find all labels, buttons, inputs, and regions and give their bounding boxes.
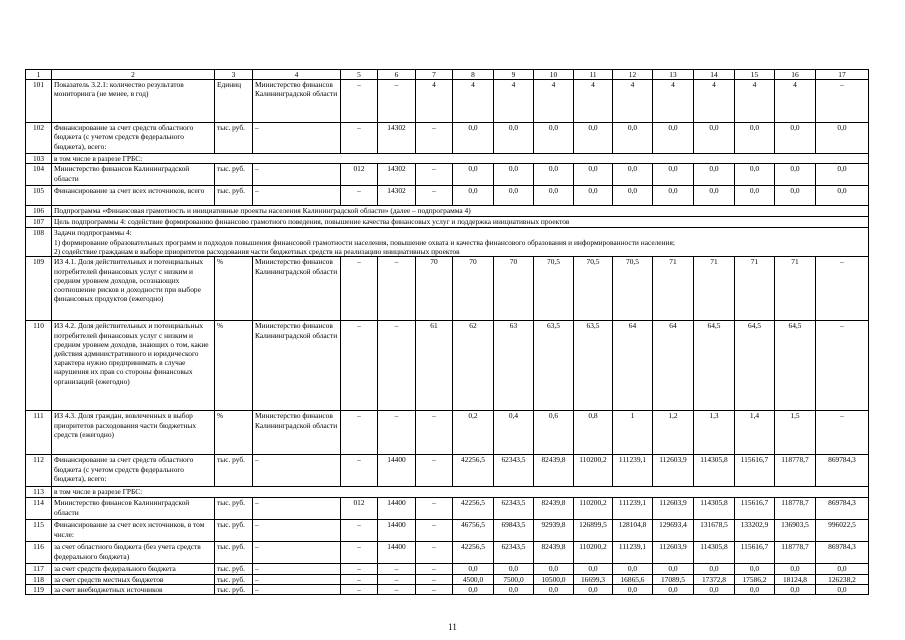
year-value: 869784,3 (816, 455, 869, 487)
grbs-code: – (341, 123, 378, 154)
year-value: 4 (574, 80, 613, 123)
year-value: 0,0 (534, 186, 574, 206)
row-number: 110 (26, 321, 52, 411)
grbs-code: 012 (341, 498, 378, 520)
year-value: 70 (494, 257, 534, 321)
year-value: 70 (453, 257, 494, 321)
year-value: 70,5 (534, 257, 574, 321)
task-line: Задачи подпрограммы 4: (54, 228, 132, 238)
year-value: 114305,8 (694, 542, 735, 564)
year-value: 112603,9 (653, 498, 694, 520)
year-value: 4 (735, 80, 775, 123)
year-value: 42256,5 (453, 498, 494, 520)
unit: тыс. руб. (215, 542, 253, 564)
year-value: – (816, 321, 869, 411)
table-row (26, 574, 869, 584)
year-value: 4 (494, 80, 534, 123)
target-code: 14400 (378, 455, 416, 487)
year-value: 0,0 (574, 584, 613, 594)
year-value: 136903,5 (775, 520, 816, 542)
base-value: 4 (416, 80, 453, 123)
year-value: 133202,9 (735, 520, 775, 542)
year-value: 71 (775, 257, 816, 321)
year-value: 0,0 (494, 186, 534, 206)
year-value: 0,0 (653, 584, 694, 594)
target-code: 14302 (378, 164, 416, 186)
year-value: 0,0 (534, 584, 574, 594)
row-number: 107 (26, 217, 52, 228)
year-value: 0,0 (494, 564, 534, 574)
section-title: в том числе в разрезе ГРБС: (52, 487, 869, 498)
year-value: 126238,2 (816, 574, 869, 584)
section-title: Подпрограмма «Финансовая грамотность и инициативные проекты населения Калининградской области» (далее – подпрограмма 4) (52, 206, 869, 217)
table-row (26, 584, 869, 594)
row-number: 111 (26, 411, 52, 455)
year-value: 0,2 (453, 411, 494, 455)
year-value: 64 (653, 321, 694, 411)
grbs-code: – (341, 542, 378, 564)
table-row (26, 217, 869, 228)
year-value: 70,5 (613, 257, 653, 321)
year-value: 0,0 (816, 584, 869, 594)
table-row (26, 186, 869, 206)
year-value: 0,0 (735, 584, 775, 594)
subprogram-tasks (52, 228, 869, 257)
year-value: 0,0 (453, 584, 494, 594)
row-number: 119 (26, 584, 52, 594)
grbs-code: – (341, 584, 378, 594)
year-value: 71 (735, 257, 775, 321)
target-code: – (378, 574, 416, 584)
year-value: 0,0 (494, 123, 534, 154)
year-value: 0,0 (653, 186, 694, 206)
base-value: 61 (416, 321, 453, 411)
year-value: 115616,7 (735, 542, 775, 564)
year-value: 118778,7 (775, 455, 816, 487)
column-number: 1 (26, 70, 52, 80)
target-code: – (378, 584, 416, 594)
responsible-body: Министерство финансов Калининградской области (253, 411, 341, 455)
year-value: 0,0 (453, 123, 494, 154)
year-value: 0,0 (653, 564, 694, 574)
table-row (26, 257, 869, 321)
table-row (26, 228, 869, 257)
indicator-name: Министерство финансов Калининградской области (52, 498, 215, 520)
year-value: 0,0 (574, 164, 613, 186)
year-value: 1,2 (653, 411, 694, 455)
year-value: 0,0 (816, 186, 869, 206)
year-value: – (816, 80, 869, 123)
table-row (26, 487, 869, 498)
year-value: 18124,8 (775, 574, 816, 584)
responsible-body: – (253, 455, 341, 487)
row-number: 112 (26, 455, 52, 487)
base-value: – (416, 584, 453, 594)
unit: тыс. руб. (215, 164, 253, 186)
year-value: 70,5 (574, 257, 613, 321)
year-value: 126899,5 (574, 520, 613, 542)
year-value: 0,8 (574, 411, 613, 455)
responsible-body: – (253, 542, 341, 564)
year-value: 0,0 (574, 186, 613, 206)
year-value: 869784,3 (816, 498, 869, 520)
year-value: 110200,2 (574, 498, 613, 520)
indicator-name: за счет областного бюджета (без учета средств федерального бюджета) (52, 542, 215, 564)
year-value: 118778,7 (775, 542, 816, 564)
indicator-name: Министерство финансов Калининградской области (52, 164, 215, 186)
year-value: 0,0 (816, 164, 869, 186)
year-value: 7500,0 (494, 574, 534, 584)
row-number: 103 (26, 154, 52, 164)
base-value: – (416, 123, 453, 154)
year-value: 63,5 (574, 321, 613, 411)
unit: тыс. руб. (215, 186, 253, 206)
section-title: Цель подпрограммы 4: содействие формированию финансово грамотного поведения, повышение качества финансовых услуг и поддержка инициативных проектов (52, 217, 869, 228)
year-value: 0,0 (694, 584, 735, 594)
year-value: 118778,7 (775, 498, 816, 520)
year-value: 82439,8 (534, 542, 574, 564)
indicator-name: Финансирование за счет всех источников, всего (52, 186, 215, 206)
grbs-code: 012 (341, 164, 378, 186)
target-code: 14400 (378, 498, 416, 520)
target-code: – (378, 564, 416, 574)
year-value: 63 (494, 321, 534, 411)
unit: % (215, 321, 253, 411)
year-value: 64 (613, 321, 653, 411)
year-value: 0,4 (494, 411, 534, 455)
year-value: 0,0 (534, 564, 574, 574)
unit: тыс. руб. (215, 584, 253, 594)
year-value: 1 (613, 411, 653, 455)
target-code: – (378, 411, 416, 455)
page-number: 11 (448, 622, 457, 632)
year-value: 4 (694, 80, 735, 123)
year-value: 0,0 (694, 123, 735, 154)
row-number: 114 (26, 498, 52, 520)
task-line: 2) содействие гражданам в выборе приоритетов расходования части бюджетных средств на реализацию инициативных проектов (54, 246, 460, 256)
indicator-name: Показатель 3.2.1: количество результатов мониторинга (не менее, в год) (52, 80, 215, 123)
grbs-code: – (341, 520, 378, 542)
column-number: 7 (416, 70, 453, 80)
year-value: 0,0 (775, 584, 816, 594)
year-value: 64,5 (775, 321, 816, 411)
year-value: 17089,5 (653, 574, 694, 584)
row-number: 117 (26, 564, 52, 574)
year-value: 114305,8 (694, 498, 735, 520)
base-value: – (416, 455, 453, 487)
year-value: 115616,7 (735, 455, 775, 487)
year-value: 110200,2 (574, 542, 613, 564)
year-value: 996022,5 (816, 520, 869, 542)
responsible-body: Министерство финансов Калининградской области (253, 321, 341, 411)
base-value: – (416, 542, 453, 564)
table-row (26, 455, 869, 487)
responsible-body: – (253, 520, 341, 542)
responsible-body: – (253, 164, 341, 186)
year-value: 42256,5 (453, 542, 494, 564)
target-code: 14302 (378, 186, 416, 206)
responsible-body: – (253, 584, 341, 594)
year-value: 129693,4 (653, 520, 694, 542)
year-value: 64,5 (694, 321, 735, 411)
unit: % (215, 411, 253, 455)
year-value: 1,4 (735, 411, 775, 455)
year-value: 869784,3 (816, 542, 869, 564)
year-value: 0,0 (494, 584, 534, 594)
year-value: 0,6 (534, 411, 574, 455)
year-value: 0,0 (653, 164, 694, 186)
table-row (26, 321, 869, 411)
base-value: – (416, 564, 453, 574)
column-number: 12 (613, 70, 653, 80)
column-number: 3 (215, 70, 253, 80)
indicator-name: ИЗ 4.2. Доля действительных и потенциальных потребителей финансовых услуг с низким и средним уровнем доходов, знающих о том, какие действия административного и юридического характера нужно предпринимать в случае нарушения их прав со стороны финансовых организаций (ежегодно) (52, 321, 215, 411)
year-value: 115616,7 (735, 498, 775, 520)
year-value: 17372,8 (694, 574, 735, 584)
year-value: 0,0 (653, 123, 694, 154)
year-value: 4 (653, 80, 694, 123)
year-value: 111239,1 (613, 498, 653, 520)
year-value: 0,0 (613, 123, 653, 154)
year-value: 4 (613, 80, 653, 123)
year-value: 0,0 (453, 164, 494, 186)
unit: тыс. руб. (215, 564, 253, 574)
column-number: 10 (534, 70, 574, 80)
year-value: 4 (453, 80, 494, 123)
row-number: 109 (26, 257, 52, 321)
responsible-body: – (253, 564, 341, 574)
indicator-name: Финансирование за счет всех источников, в том числе: (52, 520, 215, 542)
base-value: 70 (416, 257, 453, 321)
column-number: 17 (816, 70, 869, 80)
year-value: 69843,5 (494, 520, 534, 542)
year-value: 0,0 (574, 123, 613, 154)
year-value: 0,0 (453, 564, 494, 574)
target-code: 14400 (378, 520, 416, 542)
year-value: 0,0 (694, 164, 735, 186)
year-value: 111239,1 (613, 542, 653, 564)
table-row (26, 520, 869, 542)
year-value: 4500,0 (453, 574, 494, 584)
year-value: 0,0 (735, 186, 775, 206)
table-row (26, 123, 869, 154)
grbs-code: – (341, 564, 378, 574)
year-value: 63,5 (534, 321, 574, 411)
responsible-body: – (253, 123, 341, 154)
target-code: – (378, 80, 416, 123)
year-value: 16699,3 (574, 574, 613, 584)
year-value: 64,5 (735, 321, 775, 411)
year-value: 62343,5 (494, 455, 534, 487)
row-number: 118 (26, 574, 52, 584)
year-value: 4 (534, 80, 574, 123)
unit: % (215, 257, 253, 321)
row-number: 102 (26, 123, 52, 154)
base-value: – (416, 164, 453, 186)
unit: Единиц (215, 80, 253, 123)
year-value: 0,0 (735, 164, 775, 186)
unit: тыс. руб. (215, 574, 253, 584)
year-value: 114305,8 (694, 455, 735, 487)
table-row (26, 542, 869, 564)
row-number: 106 (26, 206, 52, 217)
year-value: 17586,2 (735, 574, 775, 584)
document-page (25, 69, 869, 595)
column-number: 8 (453, 70, 494, 80)
responsible-body: Министерство финансов Калининградской области (253, 257, 341, 321)
year-value: 4 (775, 80, 816, 123)
year-value: 42256,5 (453, 455, 494, 487)
year-value: 0,0 (775, 164, 816, 186)
unit: тыс. руб. (215, 123, 253, 154)
section-title: в том числе в разрезе ГРБС: (52, 154, 869, 164)
responsible-body: Министерство финансов Калининградской области (253, 80, 341, 123)
year-value: 128104,8 (613, 520, 653, 542)
grbs-code: – (341, 411, 378, 455)
year-value: 0,0 (775, 564, 816, 574)
year-value: 71 (653, 257, 694, 321)
table-row (26, 498, 869, 520)
year-value: 111239,1 (613, 455, 653, 487)
column-number: 2 (52, 70, 215, 80)
column-number: 16 (775, 70, 816, 80)
column-number: 13 (653, 70, 694, 80)
task-line: 1) формирование образовательных программ и подходов повышения финансовой грамотности населения, повышение охвата и качества финансового образования и информированности населения; (54, 237, 675, 247)
year-value: 110200,2 (574, 455, 613, 487)
column-number: 6 (378, 70, 416, 80)
row-number: 108 (26, 228, 52, 257)
grbs-code: – (341, 574, 378, 584)
year-value: 82439,8 (534, 455, 574, 487)
year-value: 92939,8 (534, 520, 574, 542)
column-number: 11 (574, 70, 613, 80)
grbs-code: – (341, 321, 378, 411)
year-value: 0,0 (735, 564, 775, 574)
base-value: – (416, 574, 453, 584)
year-value: 0,0 (735, 123, 775, 154)
target-code: – (378, 257, 416, 321)
year-value: 0,0 (775, 123, 816, 154)
row-number: 101 (26, 80, 52, 123)
responsible-body: – (253, 574, 341, 584)
responsible-body: – (253, 498, 341, 520)
column-number: 4 (253, 70, 341, 80)
grbs-code: – (341, 257, 378, 321)
table-row (26, 80, 869, 123)
year-value: 1,3 (694, 411, 735, 455)
base-value: – (416, 520, 453, 542)
unit: тыс. руб. (215, 520, 253, 542)
year-value: 62343,5 (494, 498, 534, 520)
year-value: 46756,5 (453, 520, 494, 542)
year-value: 0,0 (775, 186, 816, 206)
year-value: 112603,9 (653, 542, 694, 564)
table-row (26, 564, 869, 574)
row-number: 113 (26, 487, 52, 498)
year-value: 0,0 (534, 164, 574, 186)
year-value: 0,0 (694, 564, 735, 574)
row-number: 104 (26, 164, 52, 186)
row-number: 115 (26, 520, 52, 542)
year-value: 131678,5 (694, 520, 735, 542)
table-row (26, 154, 869, 164)
year-value: 0,0 (816, 564, 869, 574)
year-value: 0,0 (534, 123, 574, 154)
indicator-name: ИЗ 4.1. Доля действительных и потенциальных потребителей финансовых услуг с низким и средним уровнем доходов, осознающих соотношение рисков и доходности при выборе финансовых продуктов (ежегодно) (52, 257, 215, 321)
row-number: 105 (26, 186, 52, 206)
grbs-code: – (341, 455, 378, 487)
year-value: 82439,8 (534, 498, 574, 520)
unit: тыс. руб. (215, 455, 253, 487)
year-value: 0,0 (613, 584, 653, 594)
indicator-name: Финансирование за счет средств областного бюджета (с учетом средств федерального бюджета), всего: (52, 455, 215, 487)
indicator-name: за счет средств федерального бюджета (52, 564, 215, 574)
year-value: 62 (453, 321, 494, 411)
target-code: – (378, 321, 416, 411)
program-table (25, 69, 869, 595)
target-code: 14302 (378, 123, 416, 154)
year-value: 112603,9 (653, 455, 694, 487)
column-number: 15 (735, 70, 775, 80)
base-value: – (416, 411, 453, 455)
year-value: 71 (694, 257, 735, 321)
column-number-row (26, 70, 869, 80)
indicator-name: за счет внебюджетных источников (52, 584, 215, 594)
year-value: 1,5 (775, 411, 816, 455)
table-row (26, 206, 869, 217)
indicator-name: за счет средств местных бюджетов (52, 574, 215, 584)
indicator-name: Финансирование за счет средств областного бюджета (с учетом средств федерального бюджета), всего: (52, 123, 215, 154)
year-value: 0,0 (574, 564, 613, 574)
year-value: 62343,5 (494, 542, 534, 564)
year-value: 0,0 (613, 164, 653, 186)
year-value: 0,0 (816, 123, 869, 154)
table-row (26, 411, 869, 455)
grbs-code: – (341, 186, 378, 206)
year-value: 0,0 (494, 164, 534, 186)
year-value: 16865,6 (613, 574, 653, 584)
column-number: 5 (341, 70, 378, 80)
base-value: – (416, 498, 453, 520)
year-value: 0,0 (613, 186, 653, 206)
indicator-name: ИЗ 4.3. Доля граждан, вовлеченных в выбор приоритетов расходования части бюджетных средств (ежегодно) (52, 411, 215, 455)
table-row (26, 164, 869, 186)
base-value: – (416, 186, 453, 206)
target-code: 14400 (378, 542, 416, 564)
responsible-body: – (253, 186, 341, 206)
grbs-code: – (341, 80, 378, 123)
year-value: 10500,0 (534, 574, 574, 584)
row-number: 116 (26, 542, 52, 564)
year-value: 0,0 (613, 564, 653, 574)
year-value: – (816, 411, 869, 455)
column-number: 9 (494, 70, 534, 80)
year-value: – (816, 257, 869, 321)
unit: тыс. руб. (215, 498, 253, 520)
year-value: 0,0 (694, 186, 735, 206)
column-number: 14 (694, 70, 735, 80)
year-value: 0,0 (453, 186, 494, 206)
